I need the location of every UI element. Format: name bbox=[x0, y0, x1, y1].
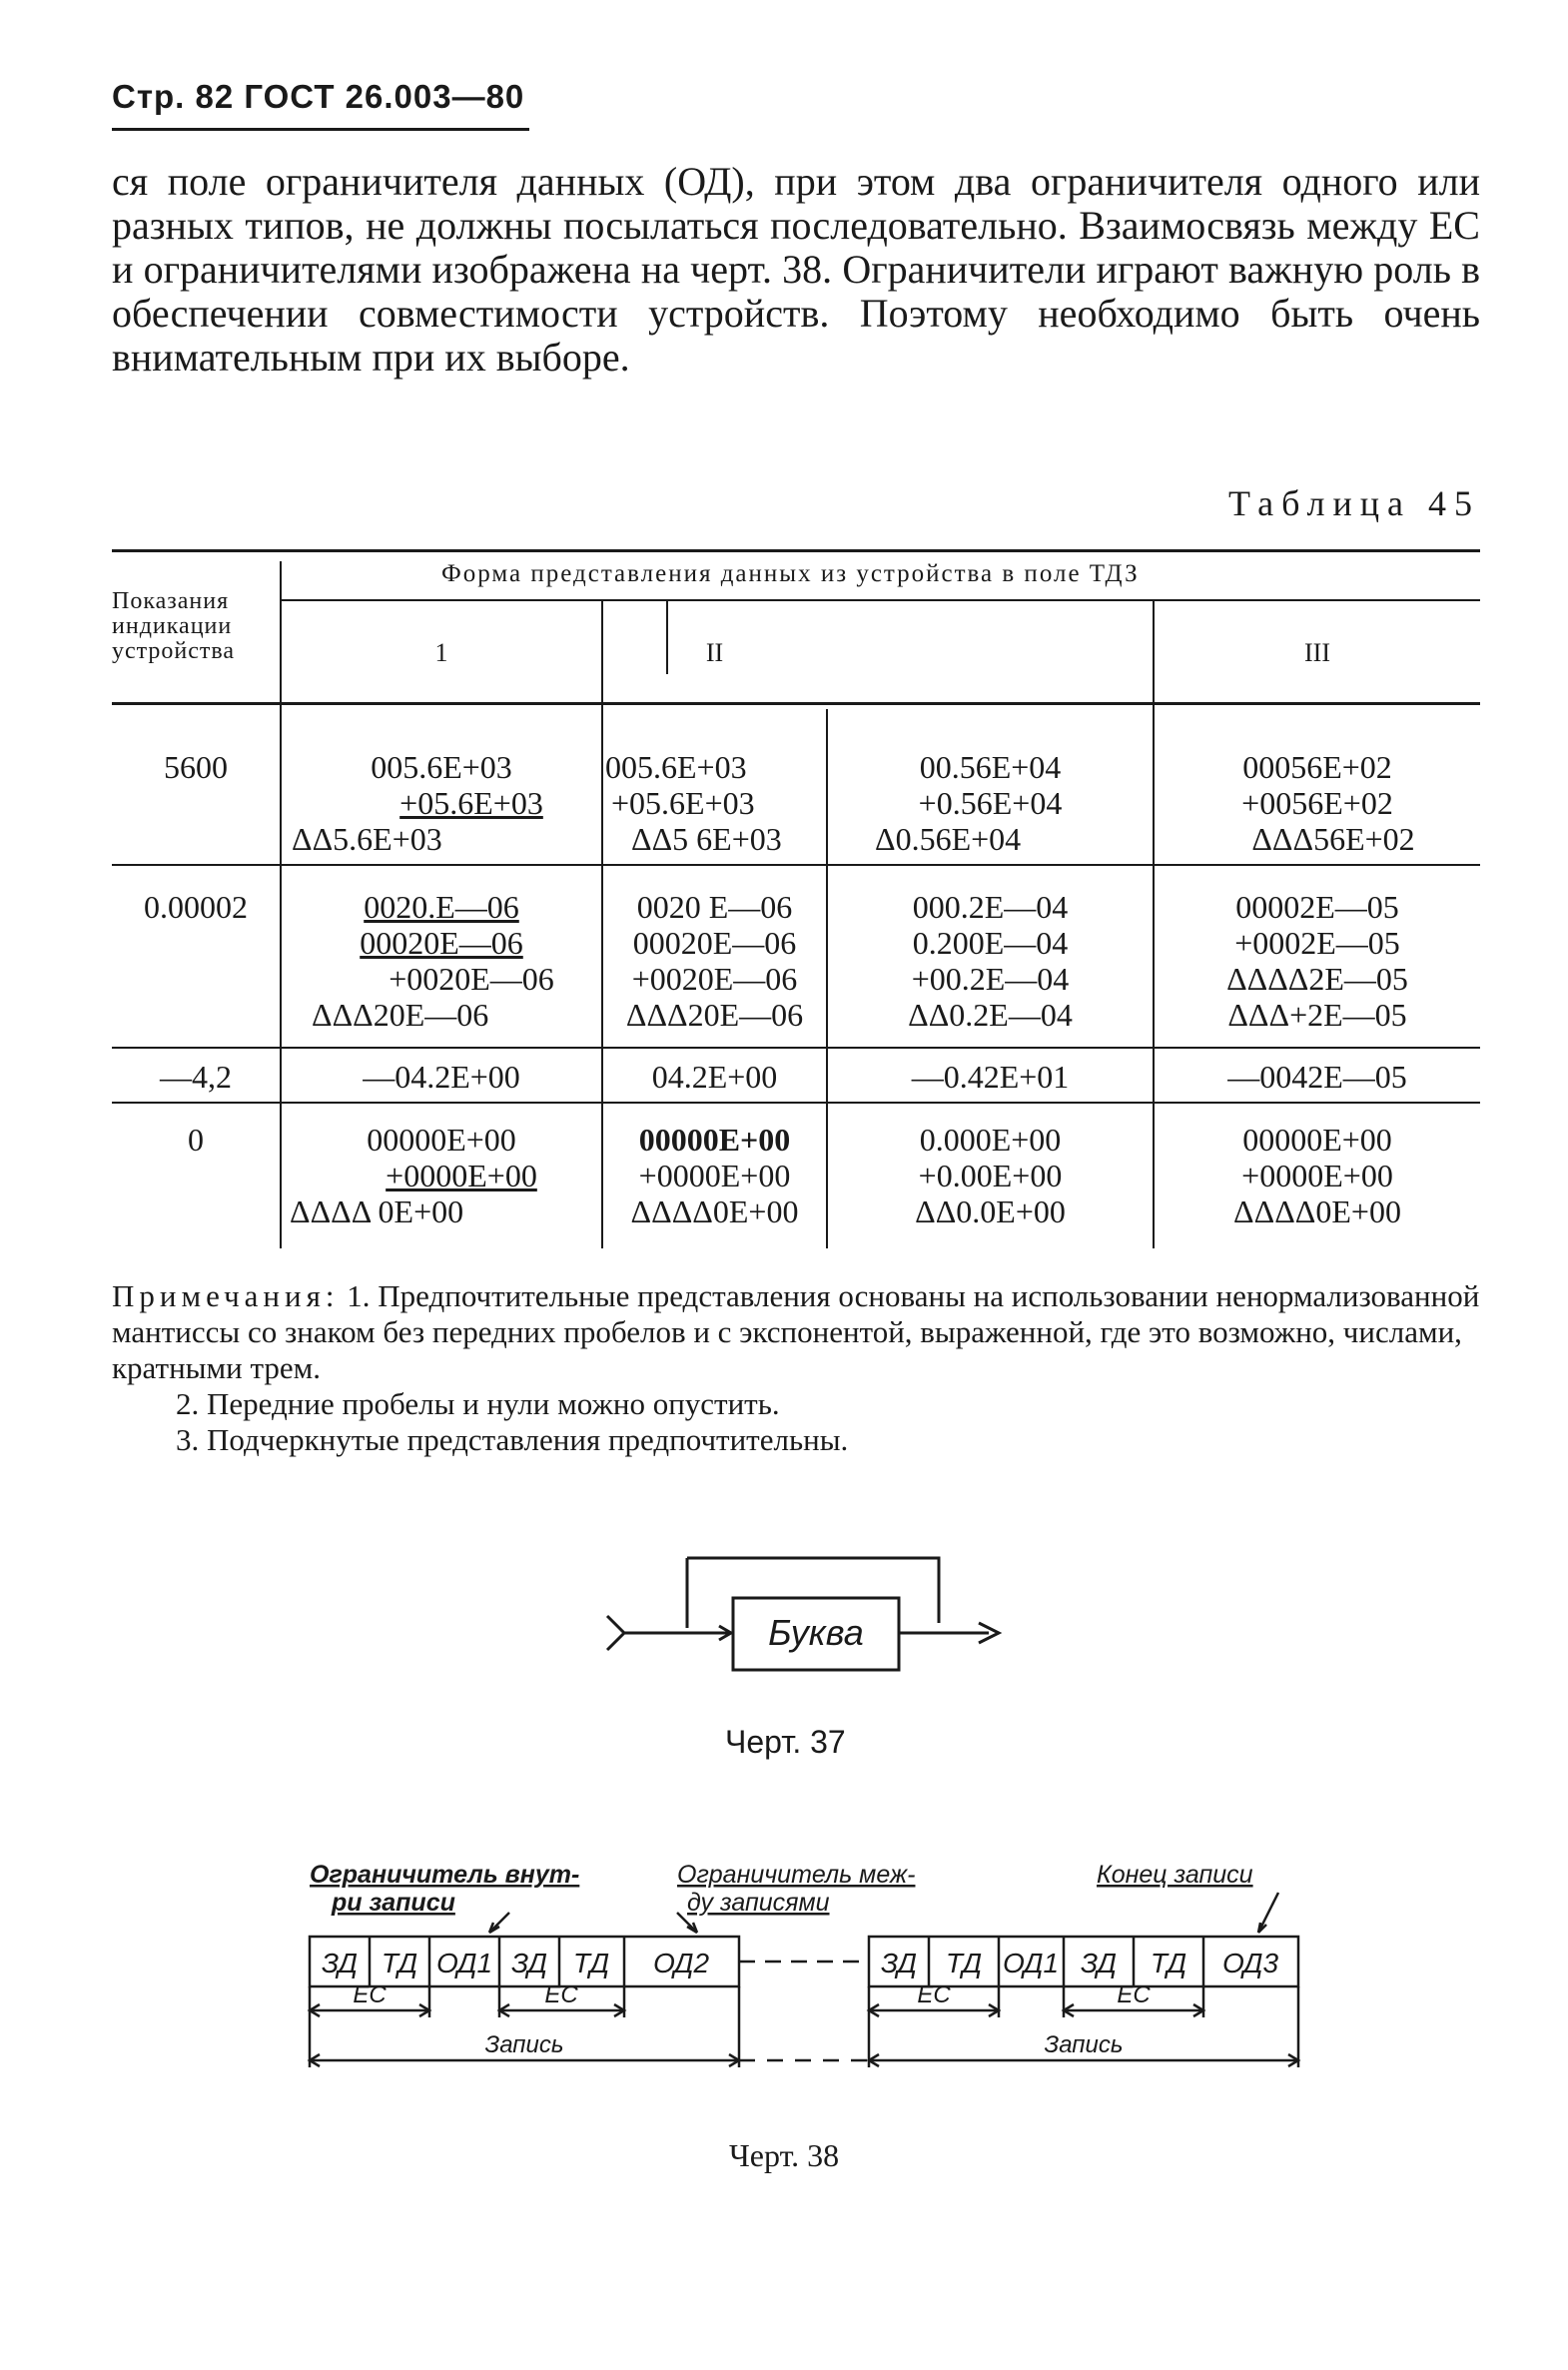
table-cell: 00000E+00 bbox=[638, 1122, 791, 1158]
table-cell: 00000E+00 bbox=[367, 1122, 516, 1158]
cell-left: ЗД bbox=[511, 1948, 547, 1978]
table-cell: ΔΔ5 6E+03 bbox=[631, 821, 782, 857]
table-cell: ΔΔ0.2E—04 bbox=[908, 997, 1073, 1033]
figure-37-caption: Черт. 37 bbox=[725, 1724, 846, 1760]
table-cell: 0020 E—06 bbox=[636, 889, 793, 925]
table-cell: +0000E+00 bbox=[638, 1158, 791, 1193]
cell-right: ТД bbox=[1150, 1948, 1187, 1978]
cell-left: ЗД bbox=[322, 1948, 358, 1978]
cell-left: ТД bbox=[572, 1948, 610, 1978]
table-cell: +0000E+00 bbox=[386, 1158, 537, 1193]
cell-left: ОД1 bbox=[435, 1948, 493, 1978]
cell-right: ОД1 bbox=[1002, 1948, 1060, 1978]
indication-cell: 0 bbox=[188, 1122, 204, 1158]
row-header-line: Показания bbox=[112, 588, 230, 614]
record-label: Запись bbox=[484, 2031, 564, 2058]
cell-right: ЗД bbox=[881, 1948, 917, 1978]
row-header-line: индикации bbox=[112, 613, 233, 639]
figure-38-diagram bbox=[290, 1853, 1328, 2097]
table-cell: ΔΔΔ+2E—05 bbox=[1227, 997, 1407, 1033]
note-3: 3. Подчеркнутые представления предпочтительны. bbox=[176, 1422, 849, 1457]
table-cell: +05.6E+03 bbox=[611, 785, 755, 821]
cell-left: ТД bbox=[381, 1948, 418, 1978]
row-rule bbox=[112, 864, 1480, 866]
label-inside-record-1: Ограничитель внут- bbox=[310, 1861, 580, 1889]
label-end-of-record: Конец записи bbox=[1097, 1861, 1253, 1889]
ec-label: ЕС bbox=[544, 1981, 578, 2008]
row-rule bbox=[112, 1047, 1480, 1049]
table-cell: ΔΔΔΔ2E—05 bbox=[1226, 961, 1408, 997]
table-cell: +0056E+02 bbox=[1241, 785, 1393, 821]
note-2: 2. Передние пробелы и нули можно опустить. bbox=[176, 1386, 780, 1421]
table-cell: 0.200E—04 bbox=[912, 925, 1069, 961]
notes-lead: Примечания: bbox=[112, 1278, 340, 1313]
table-cell: +0.56E+04 bbox=[918, 785, 1063, 821]
table-cell: +0.00E+00 bbox=[918, 1158, 1063, 1193]
cell-right: ОД3 bbox=[1221, 1948, 1279, 1978]
header-bottom-rule bbox=[112, 702, 1480, 705]
column-header: 1 bbox=[434, 638, 448, 667]
row-header-line: устройства bbox=[112, 638, 236, 664]
data-table bbox=[112, 549, 1480, 1248]
table-cell: 0020.E—06 bbox=[364, 889, 519, 925]
header-underline bbox=[112, 128, 529, 131]
column-header: III bbox=[1304, 638, 1330, 667]
table-cell: +0000E+00 bbox=[1241, 1158, 1393, 1193]
table-cell: +00.2E—04 bbox=[911, 961, 1070, 997]
record-label: Запись bbox=[1044, 2031, 1124, 2058]
table-cell: Δ0.56E+04 bbox=[875, 821, 1022, 857]
table-cell: 04.2E+00 bbox=[651, 1059, 778, 1095]
figure-37-diagram bbox=[589, 1528, 1029, 1698]
table-notes bbox=[112, 1278, 1480, 1458]
table-cell: 00056E+02 bbox=[1242, 749, 1392, 785]
cell-right: ТД bbox=[945, 1948, 983, 1978]
ec-label: ЕС bbox=[917, 1981, 951, 2008]
figure-38-caption: Черт. 38 bbox=[729, 2137, 840, 2173]
label-between-records-2: ду записями bbox=[687, 1889, 830, 1917]
indication-cell: 0.00002 bbox=[144, 889, 248, 925]
table-cell: 000.2E—04 bbox=[912, 889, 1069, 925]
table-cell: +05.6E+03 bbox=[399, 785, 543, 821]
cell-left: ОД2 bbox=[652, 1948, 710, 1978]
cell-right: ЗД bbox=[1081, 1948, 1117, 1978]
table-cell: 005.6E+03 bbox=[605, 749, 747, 785]
ec-label: ЕС bbox=[1117, 1981, 1151, 2008]
table-cell: ΔΔ0.0E+00 bbox=[915, 1193, 1066, 1229]
table-cell: 00000E+00 bbox=[1242, 1122, 1392, 1158]
body-paragraph: ся поле ограничителя данных (ОД), при этом два ограничителя одного или разных типов, не должны посылаться последовательно. Взаимосвязь между ЕС и ограничителями изображена на черт. 38. Ограничители играют важную роль в обеспечении совместимости устройств. Поэтому необходимо быть очень внимательным при их выборе. bbox=[112, 159, 1480, 380]
table-cell: 0.000E+00 bbox=[919, 1122, 1062, 1158]
table-cell: +0020E—06 bbox=[389, 961, 554, 997]
page-header: Стр. 82 ГОСТ 26.003—80 bbox=[112, 78, 525, 115]
column-header: II bbox=[705, 638, 724, 667]
ec-label: ЕС bbox=[353, 1981, 387, 2008]
figure-37-box-label: Буква bbox=[768, 1612, 864, 1653]
table-cell: ΔΔΔΔ 0E+00 bbox=[290, 1193, 464, 1229]
table-cell: —0042E—05 bbox=[1227, 1059, 1407, 1095]
table-cell: ΔΔΔ20E—06 bbox=[312, 997, 489, 1033]
table-cell: 00002E—05 bbox=[1235, 889, 1399, 925]
table-cell: ΔΔΔ56E+02 bbox=[1251, 821, 1415, 857]
table-cell: 00020E—06 bbox=[632, 925, 797, 961]
note-1: 1. Предпочтительные представления основаны на использовании ненормализованной мантиссы со знаком без передних пробелов и с экспонентой, выраженной, где это возможно, числами, кратными трем. bbox=[112, 1278, 1480, 1385]
table-cell: +0020E—06 bbox=[631, 961, 798, 997]
table-cell: ΔΔ5.6E+03 bbox=[292, 821, 442, 857]
table-cell: —04.2E+00 bbox=[363, 1059, 520, 1095]
table-cell: 00020E—06 bbox=[360, 925, 523, 961]
row-rule bbox=[112, 1102, 1480, 1104]
table-cell: 005.6E+03 bbox=[371, 749, 512, 785]
table-top-rule bbox=[112, 549, 1480, 552]
label-inside-record-2: ри записи bbox=[332, 1889, 455, 1917]
table-cell: ΔΔΔΔ0E+00 bbox=[630, 1193, 799, 1229]
table-label: Таблица 45 bbox=[1228, 483, 1480, 523]
table-cell: ΔΔΔΔ0E+00 bbox=[1233, 1193, 1401, 1229]
label-between-records-1: Ограничитель меж- bbox=[677, 1861, 916, 1889]
indication-cell: —4,2 bbox=[160, 1059, 232, 1095]
group-header-rule bbox=[282, 599, 1480, 601]
table-cell: —0.42E+01 bbox=[911, 1059, 1070, 1095]
group-header: Форма представления данных из устройства в поле ТДЗ bbox=[441, 560, 1140, 587]
indication-cell: 5600 bbox=[164, 749, 228, 785]
table-cell: 00.56E+04 bbox=[919, 749, 1062, 785]
table-cell: ΔΔΔ20E—06 bbox=[625, 997, 804, 1033]
table-cell: +0002E—05 bbox=[1234, 925, 1400, 961]
